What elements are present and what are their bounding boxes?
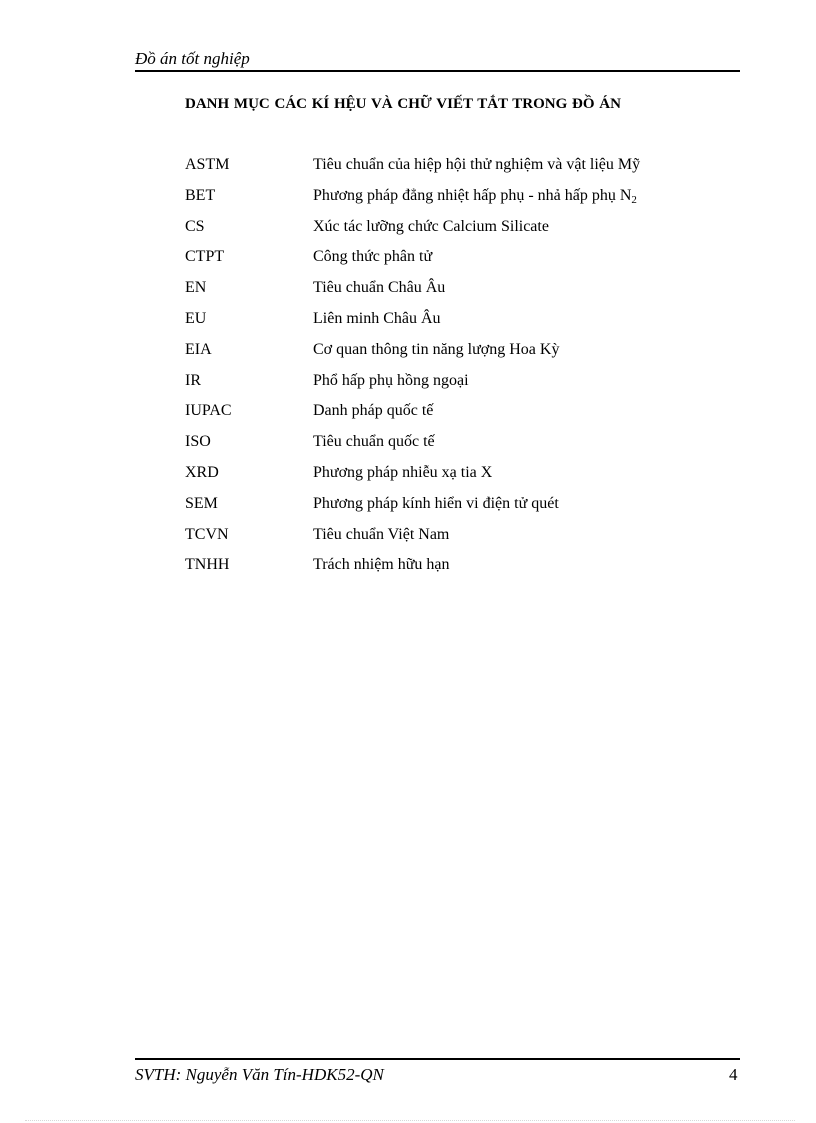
header-title: Đồ án tốt nghiệp <box>135 49 250 68</box>
abbreviation-description: Liên minh Châu Âu <box>313 309 441 327</box>
abbreviation-row <box>185 184 725 215</box>
abbreviation-row <box>185 553 725 584</box>
page-edge-divider <box>25 1120 795 1121</box>
abbreviation-term: BET <box>185 186 216 204</box>
abbreviation-description-with-subscript <box>313 184 637 208</box>
abbreviation-list <box>185 153 725 584</box>
abbreviation-term: IUPAC <box>185 402 232 420</box>
footer-author: SVTH: Nguyễn Văn Tín-HDK52-QN <box>135 1065 384 1084</box>
abbreviation-term: ISO <box>185 433 211 451</box>
abbreviation-description: Tiêu chuẩn quốc tế <box>313 433 435 451</box>
abbreviation-row <box>185 461 725 492</box>
abbreviation-term: ASTM <box>185 156 230 173</box>
abbreviation-row <box>185 492 725 523</box>
abbreviation-description: Công thức phân tử <box>313 248 433 266</box>
abbreviation-description: Phổ hấp phụ hồng ngoại <box>313 371 469 389</box>
subscript-text: 2 <box>631 193 637 206</box>
page-number: 4 <box>729 1065 738 1084</box>
abbreviation-term: EN <box>185 279 207 297</box>
abbreviation-description: Trách nhiệm hữu hạn <box>313 556 450 574</box>
footer-rule <box>135 1058 740 1060</box>
abbreviation-term: EU <box>185 309 207 327</box>
abbreviation-term: CTPT <box>185 248 225 266</box>
abbreviation-row <box>185 399 725 430</box>
abbreviation-row <box>185 369 725 400</box>
abbreviation-row <box>185 523 725 554</box>
abbreviation-row <box>185 307 725 338</box>
abbreviation-row <box>185 153 725 184</box>
abbreviation-term: XRD <box>185 463 219 481</box>
abbreviation-description: Tiêu chuẩn của hiệp hội thử nghiệm và vật liệu Mỹ <box>313 156 641 173</box>
abbreviation-term: TNHH <box>185 556 230 574</box>
abbreviation-description: Phương pháp nhiễu xạ tia X <box>313 463 493 481</box>
abbreviation-term: SEM <box>185 494 218 512</box>
abbreviation-row <box>185 430 725 461</box>
abbreviation-description: Phương pháp kính hiển vi điện tử quét <box>313 494 559 512</box>
abbreviation-description: Phương pháp đẳng nhiệt hấp phụ - nhả hấp phụ N <box>313 186 632 204</box>
abbreviation-row <box>185 245 725 276</box>
abbreviation-description: Tiêu chuẩn Việt Nam <box>313 525 450 543</box>
abbreviation-term: IR <box>185 371 201 389</box>
abbreviation-row <box>185 338 725 369</box>
abbreviation-row <box>185 215 725 246</box>
header-rule <box>135 70 740 72</box>
abbreviation-description: Tiêu chuẩn Châu Âu <box>313 279 446 297</box>
abbreviation-description: Xúc tác lưỡng chức Calcium Silicate <box>313 217 549 235</box>
abbreviation-description: Danh pháp quốc tế <box>313 402 434 420</box>
abbreviation-term: EIA <box>185 340 212 358</box>
page-title: DANH MỤC CÁC KÍ HỆU VÀ CHỮ VIẾT TẮT TRONG ĐỒ ÁN <box>185 96 621 112</box>
abbreviation-term: CS <box>185 217 205 235</box>
abbreviation-row <box>185 276 725 307</box>
abbreviation-description: Cơ quan thông tin năng lượng Hoa Kỳ <box>313 340 560 358</box>
abbreviation-term: TCVN <box>185 525 229 543</box>
